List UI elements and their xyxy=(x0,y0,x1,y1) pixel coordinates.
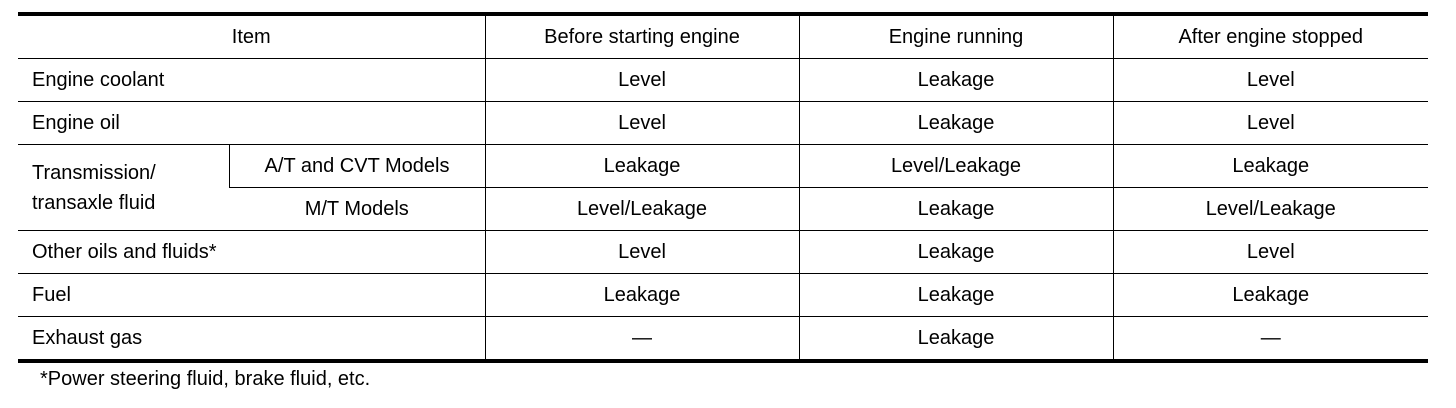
inspection-table xyxy=(18,12,1428,363)
table-header-row xyxy=(18,14,1428,59)
cell-before: Level xyxy=(485,102,799,145)
cell-running: Leakage xyxy=(799,317,1113,362)
header-item: Item xyxy=(18,14,485,59)
table-row xyxy=(18,145,1428,188)
cell-before: Level xyxy=(485,59,799,102)
row-label-fuel: Fuel xyxy=(18,274,485,317)
row-label-other-oils: Other oils and fluids* xyxy=(18,231,485,274)
sublabel-at-cvt: A/T and CVT Models xyxy=(229,145,485,188)
cell-running: Leakage xyxy=(799,231,1113,274)
cell-running: Leakage xyxy=(799,102,1113,145)
row-label-engine-oil: Engine oil xyxy=(18,102,485,145)
table-row xyxy=(18,231,1428,274)
transmission-label-line2: transaxle fluid xyxy=(32,191,156,214)
header-before-starting: Before starting engine xyxy=(485,14,799,59)
row-label-engine-coolant: Engine coolant xyxy=(18,59,485,102)
cell-before: Level xyxy=(485,231,799,274)
sublabel-mt: M/T Models xyxy=(229,188,485,231)
table-row xyxy=(18,274,1428,317)
header-engine-running: Engine running xyxy=(799,14,1113,59)
cell-before: Leakage xyxy=(485,145,799,188)
table-row xyxy=(18,188,1428,231)
cell-running: Leakage xyxy=(799,274,1113,317)
cell-before: Leakage xyxy=(485,274,799,317)
transmission-label-line1: Transmission/ xyxy=(32,161,156,184)
table-row xyxy=(18,317,1428,362)
table-row xyxy=(18,59,1428,102)
table-row xyxy=(18,102,1428,145)
row-label-transmission xyxy=(18,145,229,231)
cell-after: Leakage xyxy=(1113,145,1428,188)
cell-running: Level/Leakage xyxy=(799,145,1113,188)
cell-after: — xyxy=(1113,317,1428,362)
footnote: *Power steering fluid, brake fluid, etc. xyxy=(40,368,371,390)
cell-before: — xyxy=(485,317,799,362)
cell-after: Leakage xyxy=(1113,274,1428,317)
row-label-exhaust-gas: Exhaust gas xyxy=(18,317,485,362)
cell-after: Level xyxy=(1113,102,1428,145)
cell-after: Level/Leakage xyxy=(1113,188,1428,231)
cell-after: Level xyxy=(1113,59,1428,102)
cell-after: Level xyxy=(1113,231,1428,274)
header-after-stopped: After engine stopped xyxy=(1113,14,1428,59)
cell-running: Leakage xyxy=(799,59,1113,102)
cell-before: Level/Leakage xyxy=(485,188,799,231)
cell-running: Leakage xyxy=(799,188,1113,231)
